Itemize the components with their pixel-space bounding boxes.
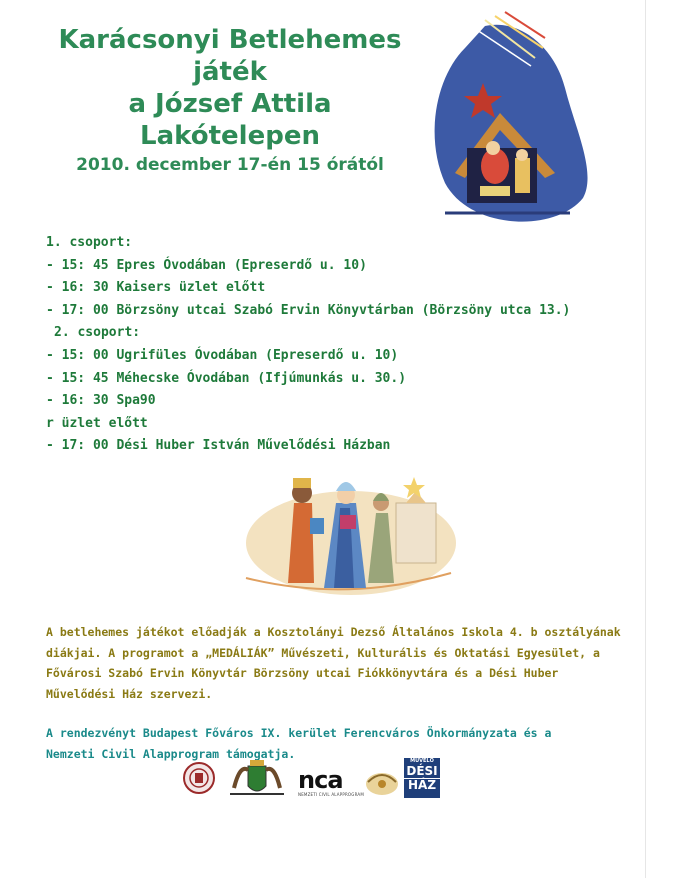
title-line-3: a József Attila [128,89,332,119]
ferencvaros-coat-of-arms-logo [226,758,288,798]
title-block [40,24,420,176]
three-kings-clipart [236,463,456,598]
nativity-clipart [425,8,595,228]
credits-line: A betlehemes játékot előadják a Kosztolányi Dezső Általános Iskola 4. b osztályának [46,625,621,639]
nca-logo-caption: NEMZETI CIVIL ALAPPROGRAM [298,792,364,797]
schedule [46,232,646,458]
support-line: A rendezvényt Budapest Főváros IX. kerület Ferencváros Önkormányzata és a [46,726,552,740]
sponsor-logos [180,758,450,802]
desi-huber-haz-logo [404,758,440,798]
schedule-line: - 17: 00 Börzsöny utcai Szabó Ervin Könyvtárban (Börzsöny utca 13.) [46,302,571,318]
desi-huber-logo-mid: DÉSI [406,764,438,778]
seal-logo [182,758,216,798]
desi-huber-logo-top: MŰVELŐ [410,758,434,764]
schedule-line: 1. csoport: [46,235,133,250]
schedule-line: 2. csoport: [54,325,141,341]
schedule-line: - 15: 00 Ugrifüles Óvodában (Epreserdő u. 10) [46,347,399,363]
schedule-line: - 16: 30 Spa90 [46,393,156,409]
credits-line: diákjai. A programot a „MEDÁLIÁK” Művészeti, Kulturális és Oktatási Egyesület, a [46,645,600,660]
credits-line: Fővárosi Szabó Ervin Könyvtár Börzsöny utcai Fiókkönyvtára és a Dési Huber [46,666,559,680]
desi-huber-logo-bottom: HÁZ [404,778,440,792]
medaliak-logo [364,764,400,798]
schedule-line: - 16: 30 Kaisers üzlet előtt [46,280,266,296]
credits-line: Művelődési Ház szervezi. [46,686,213,701]
title-line-1: Karácsonyi Betlehemes [58,25,402,55]
schedule-line: - 15: 45 Epres Óvodában (Epreserdő u. 10) [46,257,367,273]
event-date: 2010. december 17-én 15 órától [76,155,384,175]
schedule-line: r üzlet előtt [46,415,148,431]
title-line-4: Lakótelepen [140,121,320,151]
schedule-line: - 15: 45 Méhecske Óvodában (Ifjúmunkás u. 30.) [46,370,407,386]
support-line: Nemzeti Civil Alapprogram támogatja. [46,746,296,761]
title-line-2: játék [193,57,267,87]
credits-paragraph [46,622,646,704]
nca-logo: nca [298,766,343,794]
schedule-line: - 17: 00 Dési Huber István Művelődési Házban [46,438,391,454]
